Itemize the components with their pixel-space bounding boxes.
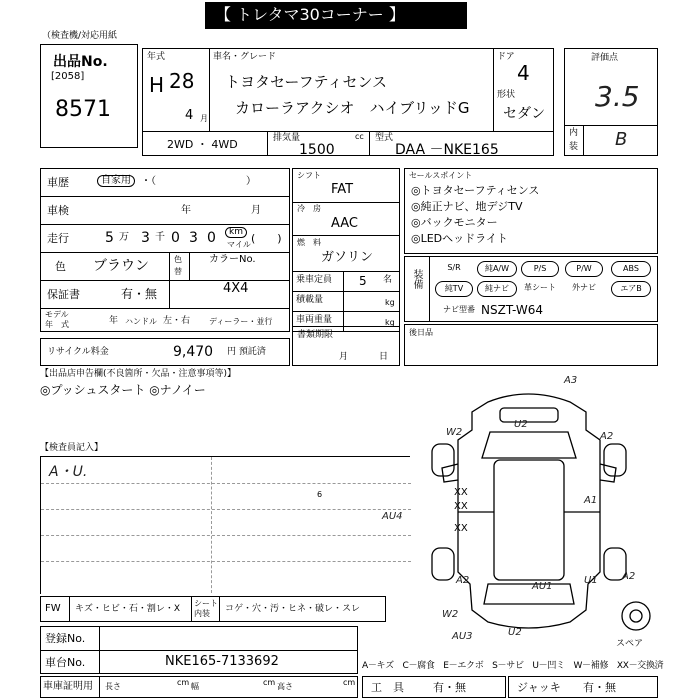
tools-value: 有・無 <box>433 681 466 694</box>
shift-label: シフト <box>297 171 321 180</box>
recycle-value: 9,470 <box>173 344 214 360</box>
weight-label: 車両重量 <box>296 315 333 325</box>
diagram-mark: U2 <box>514 419 528 430</box>
diagram-mark: XX <box>454 501 468 512</box>
sales-point-item: ◎バックモニター <box>411 216 498 229</box>
diagram-mark: W2 <box>446 427 463 438</box>
cert-height: 高さ <box>277 682 293 691</box>
cert-label: 車庫証明用 <box>43 681 93 692</box>
diagram-mark: AU3 <box>452 631 473 642</box>
model-line2: カローラアクシオ ハイブリッドG <box>235 99 470 117</box>
vehicle-detail-table <box>40 168 290 332</box>
body-type-value: セダン <box>503 106 546 122</box>
mileage-digit2: 3 <box>189 230 198 246</box>
chassis-value: NKE165-7133692 <box>165 654 279 669</box>
mileage-km: km <box>225 227 247 238</box>
equip-ext-navi: 外ナビ <box>572 283 596 292</box>
inspection-label: 車検 <box>47 204 69 217</box>
interior-label1: 内 <box>569 128 579 138</box>
color-repaint1: 色 <box>174 255 182 264</box>
diagram-mark: U2 <box>508 627 522 638</box>
displacement-unit: cc <box>355 132 364 141</box>
color-no-label: カラーNo. <box>209 254 256 265</box>
type-code-value: DAA －NKE165 <box>395 142 499 158</box>
navi-model-label: ナビ型番 <box>443 305 475 314</box>
later-items-label: 後日品 <box>409 328 433 337</box>
jack-value: 有・無 <box>583 681 616 694</box>
weight-unit: kg <box>385 318 395 327</box>
doc-deadline-month: 月 <box>339 352 349 362</box>
cert-length: 長さ <box>105 682 121 691</box>
doc-deadline-label: 書類期限 <box>297 330 334 340</box>
equipment-box <box>404 256 658 322</box>
inspector-handwriting: A・U. <box>49 464 88 480</box>
warranty-label: 保証書 <box>47 288 80 301</box>
color-no-value: 4X4 <box>223 281 249 296</box>
sales-points-box <box>404 168 658 254</box>
garage-cert-box <box>40 676 358 698</box>
diagram-mark: A2 <box>456 575 470 586</box>
sales-points-label: セールスポイント <box>409 171 473 180</box>
equip-ps: P/S <box>521 261 559 277</box>
score-value: 3.5 <box>595 80 640 113</box>
type-code-label: 型式 <box>375 133 394 143</box>
history-suffix: ・（ ） <box>141 176 256 187</box>
diagram-mark: U1 <box>584 575 598 586</box>
equip-navi: 純ナビ <box>477 281 517 297</box>
capacity-label: 乗車定員 <box>296 275 333 285</box>
interior-label2: 装 <box>569 142 579 152</box>
equip-alloy-wheel: 純A/W <box>477 261 517 277</box>
diagram-mark: XX <box>454 487 468 498</box>
body-type-label: 形状 <box>497 90 516 100</box>
seller-notes-line1: ◎プッシュスタート ◎ナノイー <box>40 383 206 397</box>
cert-width-unit: cm <box>263 678 276 687</box>
mileage-man-unit: 万 <box>119 232 129 243</box>
history-label: 車歴 <box>47 176 69 189</box>
doc-deadline-day: 日 <box>379 352 389 362</box>
diagram-mark: A2 <box>600 431 614 442</box>
model-line1: トヨタセーフティセンス <box>225 73 388 91</box>
sales-point-item: ◎トヨタセーフティセンス <box>411 184 540 197</box>
shift-value: FAT <box>331 182 354 197</box>
recycle-unit: 円 預託済 <box>227 347 266 357</box>
diagram-mark: A2 <box>622 571 636 582</box>
diagram-mark: XX <box>454 523 468 534</box>
damage-legend: A－キズ C－腐食 E－エクボ S－サビ U－凹ミ W－補修 XX－交換済 <box>362 661 664 671</box>
equip-leather: 革シート <box>524 283 556 292</box>
sales-point-item: ◎純正ナビ、地デジTV <box>411 200 523 213</box>
handle-value: 左・右 <box>163 316 191 326</box>
mileage-digit1: 0 <box>171 230 180 246</box>
mileage-sen-unit: 千 <box>155 232 165 243</box>
model-label: 車名・グレード <box>213 52 277 62</box>
title-banner <box>205 2 467 29</box>
mileage-label: 走行 <box>47 232 69 245</box>
form-caption: （検査機/対応用紙 <box>42 31 118 41</box>
handle-label: ハンドル <box>125 317 157 326</box>
cert-width: 幅 <box>191 682 199 691</box>
warranty-value: 有・無 <box>121 287 158 301</box>
color-repaint2: 替 <box>174 267 182 276</box>
diagram-mark: AU1 <box>532 581 553 592</box>
capacity-value: 5 <box>359 274 367 288</box>
doors-value: 4 <box>517 61 530 85</box>
seat-value: コゲ・穴・汚・ヒネ・破レ・スレ <box>225 604 361 614</box>
equip-tv: 純TV <box>435 281 473 297</box>
lot-number: 8571 <box>55 97 111 122</box>
chassis-label: 車台No. <box>45 656 86 669</box>
year-month: 4 <box>185 108 194 123</box>
inspection-year-unit: 年 <box>181 205 191 216</box>
seat-label2: 内装 <box>194 609 210 618</box>
color-label: 色 <box>55 260 66 273</box>
diagram-mark: AU4 <box>382 511 403 522</box>
tools-box <box>362 676 506 698</box>
recycle-box <box>40 338 290 366</box>
displacement-value: 1500 <box>299 142 335 158</box>
fuel-value: ガソリン <box>321 250 374 265</box>
lot-number-box <box>40 44 138 148</box>
equip-pw: P/W <box>565 261 603 277</box>
model-year-unit: 年 <box>109 316 119 326</box>
equip-airbag: エアB <box>611 281 651 297</box>
capacity-unit: 名 <box>383 275 393 285</box>
interior-value: B <box>615 129 628 150</box>
equip-abs: ABS <box>611 261 651 277</box>
jack-box <box>508 676 658 698</box>
diagram-mark: A3 <box>564 375 578 386</box>
fw-label: FW <box>45 603 61 614</box>
interior-check-row <box>40 596 386 622</box>
diagram-mark: A1 <box>584 495 598 506</box>
ac-label: 冷 房 <box>297 204 321 213</box>
year-value: 28 <box>169 69 195 93</box>
cert-height-unit: cm <box>343 678 356 687</box>
inspection-month-unit: 月 <box>251 205 261 216</box>
model-year-label2: 年 式 <box>45 320 69 329</box>
cert-length-unit: cm <box>177 678 190 687</box>
model-year-label1: モデル <box>45 310 69 319</box>
spare-label: スペア <box>616 639 644 649</box>
sales-point-item: ◎LEDヘッドライト <box>411 232 508 245</box>
mileage-paren: ( ) <box>251 232 282 245</box>
year-label: 年式 <box>147 52 166 62</box>
later-items-box <box>404 324 658 366</box>
recycle-label: リサイクル料金 <box>47 347 109 357</box>
mileage-sen: 3 <box>141 230 150 246</box>
diagram-mark: W2 <box>442 609 459 620</box>
registration-label: 登録No. <box>45 632 86 645</box>
score-label: 評価点 <box>591 53 619 63</box>
jack-label: ジャッキ <box>517 681 561 694</box>
ac-value: AAC <box>331 216 358 231</box>
equipment-label: 装備 <box>411 269 422 289</box>
inspector-box <box>40 456 410 594</box>
color-value: ブラウン <box>93 258 149 274</box>
drive-value: 2WD ・ 4WD <box>167 138 238 151</box>
mileage-mile: マイル <box>227 240 251 249</box>
navi-model-value: NSZT-W64 <box>481 303 544 317</box>
score-box <box>564 48 658 156</box>
doc-deadline-box <box>292 326 400 366</box>
payload-label: 積載量 <box>296 295 324 305</box>
registration-box <box>40 626 358 674</box>
inspector-label: 【検査員記入】 <box>40 443 104 453</box>
history-selected: 自家用 <box>97 175 135 187</box>
displacement-label: 排気量 <box>273 133 301 143</box>
lot-label: 出品No. <box>53 54 108 70</box>
equip-sr: S/R <box>447 263 461 272</box>
mileage-man: 5 <box>105 230 114 246</box>
tools-label: 工 具 <box>371 681 404 694</box>
fw-value: キズ・ヒビ・石・割レ・X <box>75 604 180 614</box>
year-era: H <box>149 73 165 97</box>
seat-label1: シート <box>194 599 218 608</box>
header-main-box <box>142 48 554 156</box>
spec-table <box>292 168 400 332</box>
fuel-label: 燃 料 <box>297 238 321 247</box>
dealer-label: ディーラー・並行 <box>209 317 273 326</box>
inspector-mark: 6 <box>317 490 323 499</box>
doors-label: ドア <box>497 52 515 62</box>
payload-unit: kg <box>385 298 395 307</box>
mileage-digit3: 0 <box>207 230 216 246</box>
lot-code: [2058] <box>51 71 85 82</box>
seller-notes-label: 【出品店申告欄(不良箇所・欠品・注意事項等)】 <box>40 369 237 379</box>
year-month-unit: 月 <box>200 114 208 123</box>
banner-text: 【 トレタマ30コーナー 】 <box>215 5 405 24</box>
damage-diagram <box>398 372 660 642</box>
